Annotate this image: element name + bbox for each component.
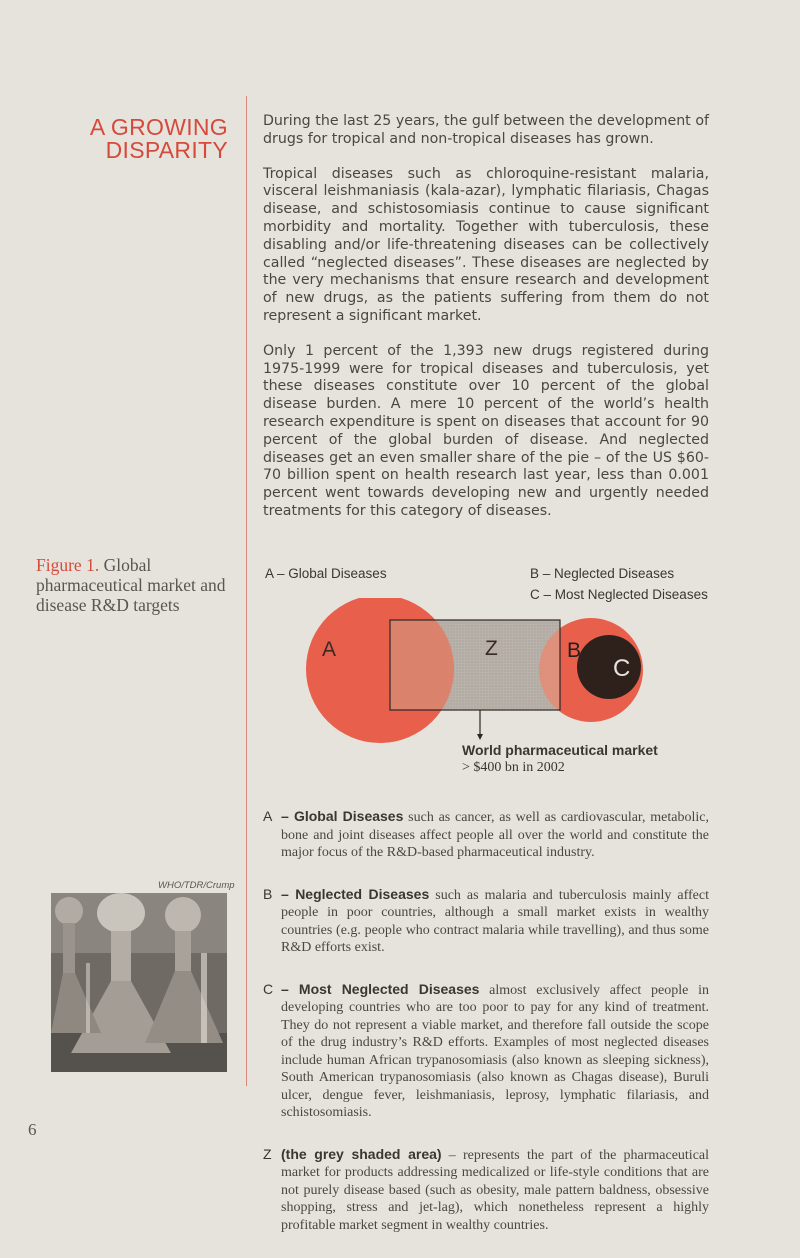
- intro-paragraph-3: Only 1 percent of the 1,393 new drugs registered during 1975-1999 were for tropical diseases and tuberculosis, yet these diseases constitute over 10 percent of the global disease burden. A mere 10 percent of the world’s health research expenditure is spent on diseases that account for 90 percent of the global burden of disease. And neglected diseases get an even smaller share of the pie – of the US $60-70 billion spent on health research last year, less than 0.001 percent went towards developing new and urgently needed treatments for this category of diseases.: [263, 342, 709, 519]
- definition-term: (the grey shaded area): [281, 1145, 442, 1162]
- label-b: B: [567, 639, 582, 662]
- definition-term: – Neglected Diseases: [281, 885, 430, 902]
- definition-z: [263, 1146, 709, 1235]
- definition-text: almost exclusively affect people in developing countries who are too poor to pay for any kind of treatment. They do not represent a viable market, and therefore fall outside the scope of the drug industry’s R&D efforts. Examples of most neglected diseases include human African trypanosomiasis (also known as sleeping sickness), South American trypanosomiasis (also known as Chagas disease), Buruli ulcer, dengue fever, leishmaniasis, leprosy, lymphatic filariasis, and schistosomiasis.: [281, 982, 709, 1120]
- figure-caption-text: Global pharmaceutical market and disease R&D targets: [36, 555, 226, 615]
- photo-credit: WHO/TDR/Crump: [158, 880, 235, 891]
- label-a: A: [322, 638, 337, 661]
- label-c: C: [613, 655, 631, 682]
- definition-text: such as malaria and tuberculosis mainly affect people in poor countries, although a small market exists in wealthy countries (e.g. people who contract malaria while travelling), and thus some R&D efforts exist.: [281, 887, 709, 955]
- definition-term: – Most Neglected Diseases: [281, 980, 480, 997]
- definition-letter: Z: [263, 1145, 272, 1162]
- legend-c: C – Most Neglected Diseases: [530, 587, 708, 602]
- definition-text: – represents the part of the pharmaceutical market for products addressing medicalized or life-style conditions that are not purely disease based (such as obesity, male pattern baldness, obsessive shopping, stress and jet-lag), which nonetheless represent a highly profitable market segment in wealthy countries.: [281, 1147, 710, 1233]
- label-z: Z: [485, 637, 498, 660]
- definitions-list: [263, 808, 709, 1258]
- vertical-rule: [246, 96, 247, 1086]
- legend-a: A – Global Diseases: [265, 566, 387, 581]
- legend-b: B – Neglected Diseases: [530, 566, 675, 581]
- definition-c: [263, 981, 709, 1122]
- market-label: [462, 742, 658, 776]
- heading-line-1: A GROWING: [89, 114, 228, 140]
- definition-letter: C: [263, 980, 274, 997]
- intro-text: [263, 113, 709, 538]
- heading-line-2: DISPARITY: [105, 137, 228, 163]
- definition-letter: B: [263, 885, 273, 902]
- market-value: > $400 bn in 2002: [462, 760, 565, 775]
- market-pointer-arrow: [477, 734, 483, 740]
- circle-c: [577, 635, 641, 699]
- page-number: 6: [28, 1120, 37, 1139]
- figure-caption: [36, 555, 236, 615]
- definition-letter: A: [263, 808, 273, 824]
- definition-term: – Global Diseases: [281, 808, 404, 824]
- lab-flasks-photo: [51, 893, 227, 1072]
- intro-paragraph-2: Tropical diseases such as chloroquine-resistant malaria, visceral leishmaniasis (kala-azar), lymphatic filariasis, Chagas disease, and schistosomiasis continue to cause significant morbidity and mortality. Together with tuberculosis, these disabling and/or life-threatening diseases can be collectively called “neglected diseases”. These diseases are neglected by the very mechanisms that ensure research and development of new drugs, as the patients suffering from them do not represent a significant market.: [263, 165, 709, 324]
- figure-number: Figure 1.: [36, 555, 100, 575]
- market-diagram: [300, 598, 660, 744]
- intro-paragraph-1: During the last 25 years, the gulf between the development of drugs for tropical and non-tropical diseases has grown.: [263, 113, 709, 147]
- market-title: World pharmaceutical market: [462, 742, 658, 758]
- definition-b: [263, 886, 709, 957]
- definition-text: such as cancer, as well as cardiovascular, metabolic, bone and joint diseases affect people all over the world and constitute the major focus of the R&D-based pharmaceutical industry.: [281, 810, 709, 860]
- section-heading: [90, 116, 228, 162]
- definition-a: [263, 808, 709, 862]
